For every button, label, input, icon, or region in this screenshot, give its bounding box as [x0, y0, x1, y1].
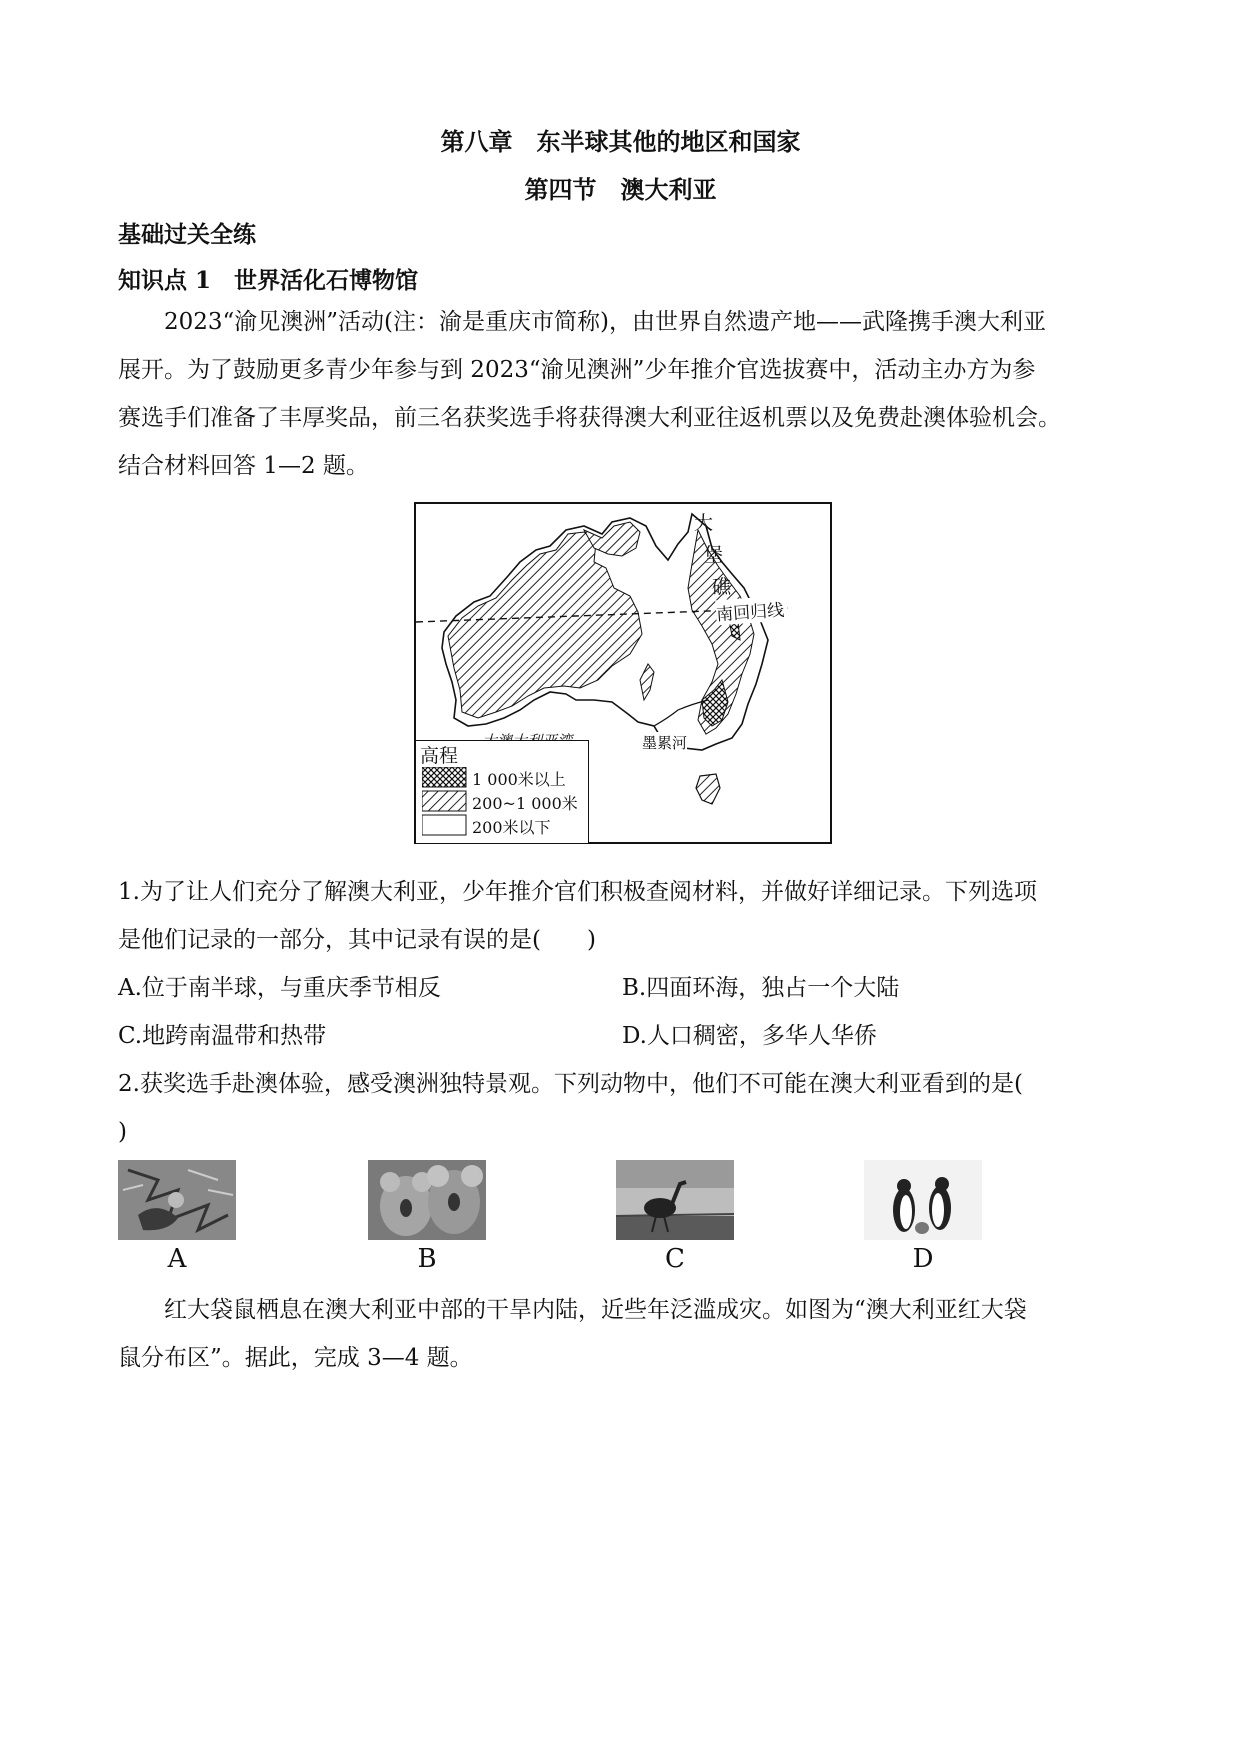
caption-d: D — [912, 1244, 934, 1274]
section-title: 第四节 澳大利亚 — [524, 175, 717, 204]
tasmania — [696, 774, 720, 804]
photo-d-penguins — [864, 1160, 982, 1240]
australia-elevation-map — [414, 502, 832, 844]
intro-line: 展开。为了鼓励更多青少年参与到 2023“渝见澳洲”少年推介官选拔赛中，活动主办方为参 — [118, 357, 1036, 383]
knowledge-point-heading: 知识点 1 世界活化石博物馆 — [118, 267, 419, 294]
question-1 — [118, 868, 1128, 964]
caption-b: B — [417, 1244, 437, 1274]
intro-line: 赛选手们准备了丰厚奖品，前三名获奖选手将获得澳大利亚往返机票以及免费赴澳体验机会。 — [118, 405, 1061, 431]
reef-label: 大 — [694, 512, 714, 534]
intro-line: 2023“渝见澳洲”活动(注：渝是重庆市简称)，由世界自然遗产地——武隆携手澳大利亚 — [118, 309, 1046, 335]
question-2 — [118, 1060, 1128, 1156]
q2-stem: 2.获奖选手赴澳体验，感受澳洲独特景观。下列动物中，他们不可能在澳大利亚看到的是( — [118, 1071, 1023, 1097]
legend-swatches — [422, 767, 468, 839]
map-legend — [416, 740, 589, 843]
outro-line: 鼠分布区”。据此，完成 3—4 题。 — [118, 1345, 473, 1371]
legend-item: 1 000米以上 — [472, 770, 566, 789]
caption-a: A — [167, 1244, 187, 1274]
q1-stem: 是他们记录的一部分，其中记录有误的是( ) — [118, 927, 596, 953]
q2-stem: ) — [118, 1119, 127, 1145]
legend-item: 200米以下 — [472, 818, 551, 837]
photo-b-koala — [368, 1160, 486, 1240]
photo-a-bird — [118, 1160, 236, 1240]
tropic-label: 南回归线 — [715, 596, 785, 626]
legend-title: 高程 — [420, 745, 459, 767]
part-heading: 基础过关全练 — [118, 221, 256, 248]
intro-line: 结合材料回答 1—2 题。 — [118, 453, 369, 479]
chapter-title: 第八章 东半球其他的地区和国家 — [440, 127, 801, 156]
photo-c-emu — [616, 1160, 734, 1240]
intro-paragraph — [118, 298, 1128, 490]
caption-c: C — [665, 1244, 685, 1274]
q1-option-d: D.人口稠密，多华人华侨 — [622, 1023, 877, 1049]
river-label: 墨累河 — [642, 734, 688, 752]
reef-label: 礁 — [712, 576, 732, 598]
outro-paragraph — [118, 1286, 1128, 1382]
q1-option-c: C.地跨南温带和热带 — [118, 1023, 327, 1049]
reef-label: 堡 — [704, 544, 724, 566]
q1-option-a: A.位于南半球，与重庆季节相反 — [118, 975, 441, 1001]
q1-option-b: B.四面环海，独占一个大陆 — [622, 975, 900, 1001]
outro-line: 红大袋鼠栖息在澳大利亚中部的干旱内陆，近些年泛滥成灾。如图为“澳大利亚红大袋 — [118, 1297, 1027, 1323]
legend-item: 200~1 000米 — [472, 794, 578, 813]
q1-stem: 1.为了让人们充分了解澳大利亚，少年推介官们积极查阅材料，并做好详细记录。下列选项 — [118, 879, 1037, 905]
